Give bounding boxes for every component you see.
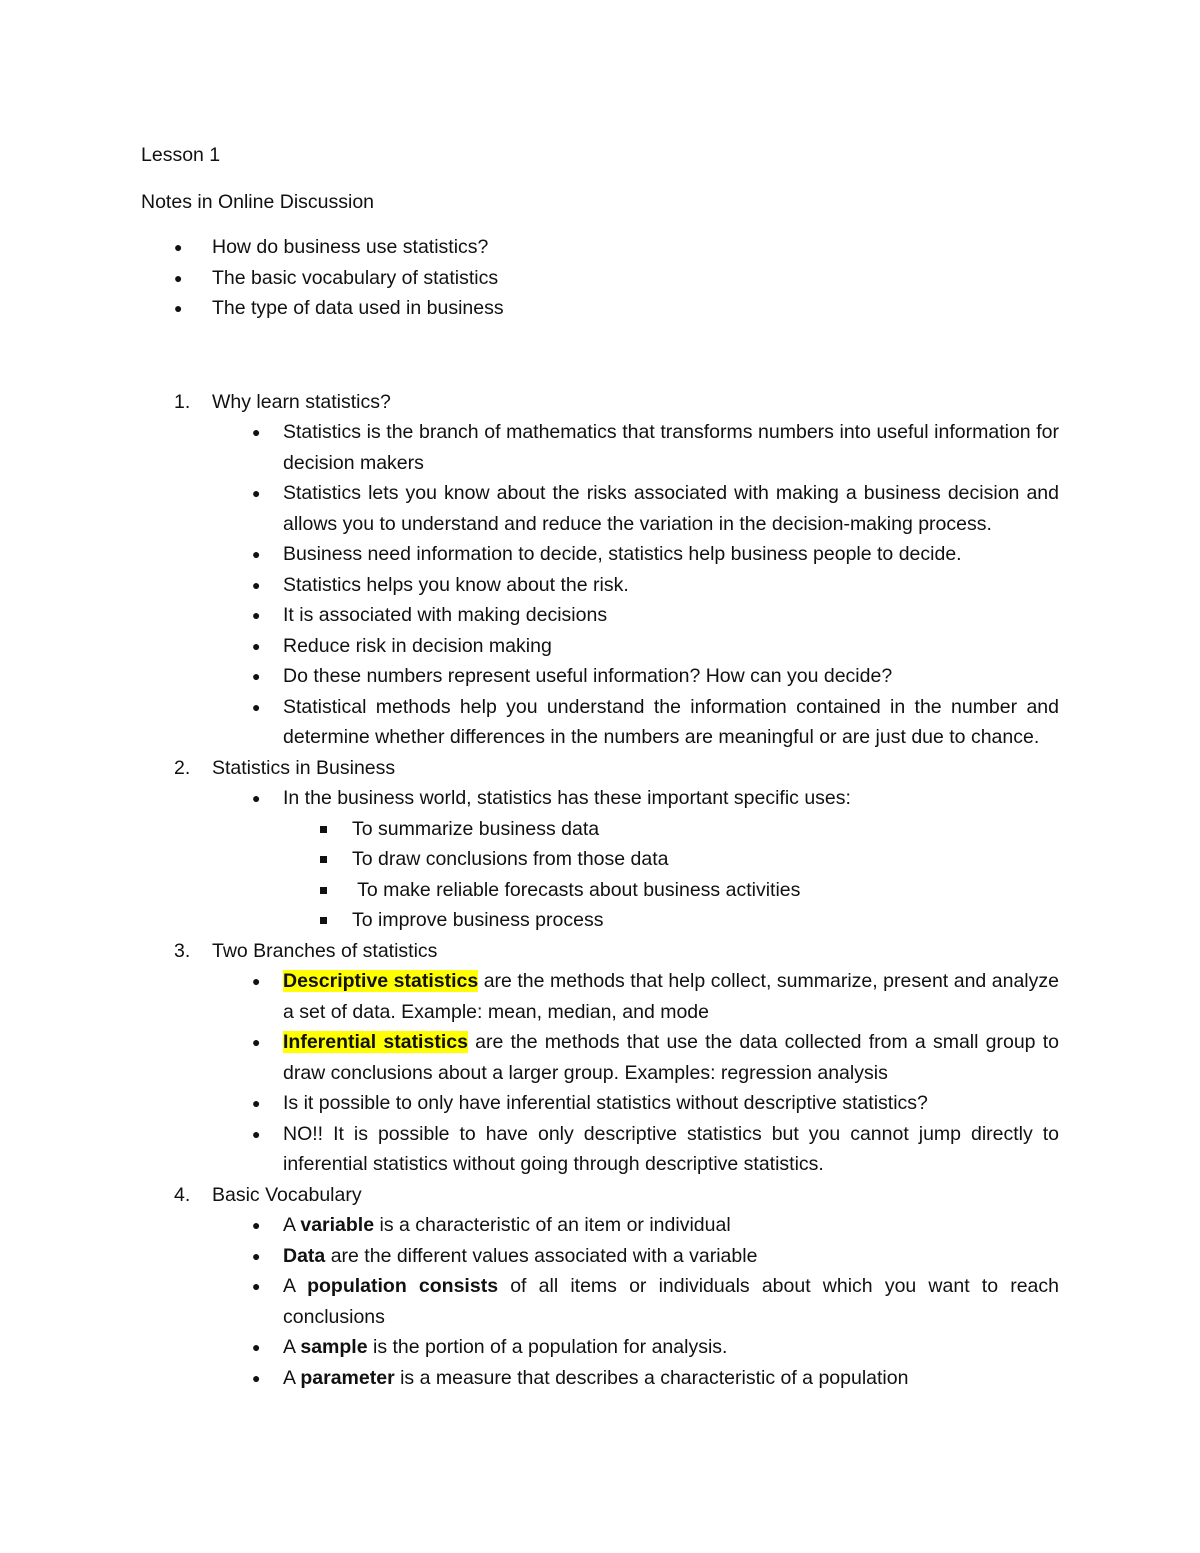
list-item: ● The basic vocabulary of statistics xyxy=(141,263,1059,294)
list-item: ● A population consists of all items or individuals about which you want to reach conclusions xyxy=(141,1271,1059,1332)
bullet-icon: ● xyxy=(252,576,261,593)
bullet-icon: ● xyxy=(252,1369,261,1386)
bullet-icon: ● xyxy=(252,1095,261,1111)
bullet-icon: ● xyxy=(252,973,261,989)
section-heading: Basic Vocabulary xyxy=(212,1183,362,1206)
bullet-icon: ● xyxy=(252,1247,261,1264)
list-item: To summarize business data xyxy=(141,814,1059,845)
list-item: ● Statistics helps you know about the risk. xyxy=(141,570,1059,601)
list-item: ● Statistical methods help you understand the information contained in the number and determine whether differences in the numbers are meaningful or are just due to chance. xyxy=(141,692,1059,753)
list-item: ● Is it possible to only have inferential statistics without descriptive statistics? xyxy=(141,1088,1059,1119)
numbered-sections xyxy=(141,387,1059,1394)
vocab-term: parameter xyxy=(300,1366,395,1389)
list-item: ● A variable is a characteristic of an item or individual xyxy=(141,1210,1059,1241)
list-item: To improve business process xyxy=(141,905,1059,936)
highlighted-term: Descriptive statistics xyxy=(283,970,479,992)
square-bullet-icon xyxy=(320,826,327,833)
bullet-icon: ● xyxy=(252,485,261,501)
bullet-icon: ● xyxy=(252,1125,261,1142)
section-basic-vocabulary xyxy=(141,1180,1059,1394)
bullet-icon: ● xyxy=(252,1339,261,1355)
vocab-term: sample xyxy=(300,1336,368,1358)
bullet-icon: ● xyxy=(252,1034,261,1050)
list-item: ● Reduce risk in decision making xyxy=(141,631,1059,662)
section-two-branches xyxy=(141,936,1059,1180)
document-content xyxy=(141,140,1059,1393)
section-why-learn-statistics xyxy=(141,387,1059,753)
bullet-icon: ● xyxy=(174,239,183,255)
bullet-icon: ● xyxy=(252,790,261,806)
list-item: ● NO!! It is possible to have only descriptive statistics but you cannot jump directly to inferential statistics without going through descriptive statistics. xyxy=(141,1119,1059,1180)
list-item: ● Business need information to decide, statistics help business people to decide. xyxy=(141,539,1059,570)
bullet-icon: ● xyxy=(252,1217,261,1233)
section-bullet-list xyxy=(212,966,1059,1180)
bullet-icon: ● xyxy=(174,269,183,286)
highlighted-term: Inferential statistics xyxy=(283,1031,468,1053)
list-item: To make reliable forecasts about business activities xyxy=(141,875,1059,906)
section-number: 1. xyxy=(174,390,191,413)
bullet-icon: ● xyxy=(252,1278,261,1294)
bullet-icon: ● xyxy=(252,668,261,684)
list-item: ● How do business use statistics? xyxy=(141,232,1059,263)
section-heading: Statistics in Business xyxy=(212,756,396,779)
section-heading: Why learn statistics? xyxy=(212,390,391,413)
list-item: ● A sample is the portion of a population for analysis. xyxy=(141,1332,1059,1363)
section-number: 3. xyxy=(174,939,191,962)
section-number: 4. xyxy=(174,1183,191,1206)
section-statistics-in-business xyxy=(141,753,1059,936)
notes-subtitle: Notes in Online Discussion xyxy=(141,191,375,213)
uses-sublist xyxy=(283,814,1059,936)
list-item: ● In the business world, statistics has these important specific uses: To summarize business data To draw conclusions from those data To make reliable forecasts about business activities To improve business process xyxy=(141,783,1059,936)
list-item: ● Statistics is the branch of mathematics that transforms numbers into useful information for decision makers xyxy=(141,417,1059,478)
list-item: ● It is associated with making decisions xyxy=(141,600,1059,631)
list-item: ● Statistics lets you know about the risks associated with making a business decision and allows you to understand and reduce the variation in the decision-making process. xyxy=(141,478,1059,539)
list-item: ● Do these numbers represent useful information? How can you decide? xyxy=(141,661,1059,692)
list-item: ● A parameter is a measure that describes a characteristic of a population xyxy=(141,1363,1059,1394)
list-item: To draw conclusions from those data xyxy=(141,844,1059,875)
vocab-term: population consists xyxy=(307,1275,499,1297)
list-item: ● Inferential statistics are the methods that use the data collected from a small group to draw conclusions about a larger group. Examples: regression analysis xyxy=(141,1027,1059,1088)
bullet-icon: ● xyxy=(252,637,261,654)
section-number: 2. xyxy=(174,756,191,779)
section-heading: Two Branches of statistics xyxy=(212,939,438,962)
section-bullet-list xyxy=(212,783,1059,936)
bullet-icon: ● xyxy=(252,607,261,623)
vocab-term: Data xyxy=(283,1244,326,1267)
bullet-icon: ● xyxy=(252,698,261,715)
vocab-term: variable xyxy=(300,1214,375,1236)
bullet-icon: ● xyxy=(252,546,261,562)
bullet-icon: ● xyxy=(174,300,183,316)
square-bullet-icon xyxy=(320,887,327,894)
list-item: ● Descriptive statistics are the methods that help collect, summarize, present and analyze a set of data. Example: mean, median, and mode xyxy=(141,966,1059,1027)
list-item: ● Data are the different values associated with a variable xyxy=(141,1241,1059,1272)
list-item: ● The type of data used in business xyxy=(141,293,1059,324)
square-bullet-icon xyxy=(320,917,327,924)
square-bullet-icon xyxy=(320,856,327,863)
lesson-title: Lesson 1 xyxy=(141,144,221,166)
bullet-icon: ● xyxy=(252,424,261,440)
section-bullet-list xyxy=(212,417,1059,753)
section-bullet-list xyxy=(212,1210,1059,1393)
intro-bullet-list xyxy=(141,232,1059,324)
